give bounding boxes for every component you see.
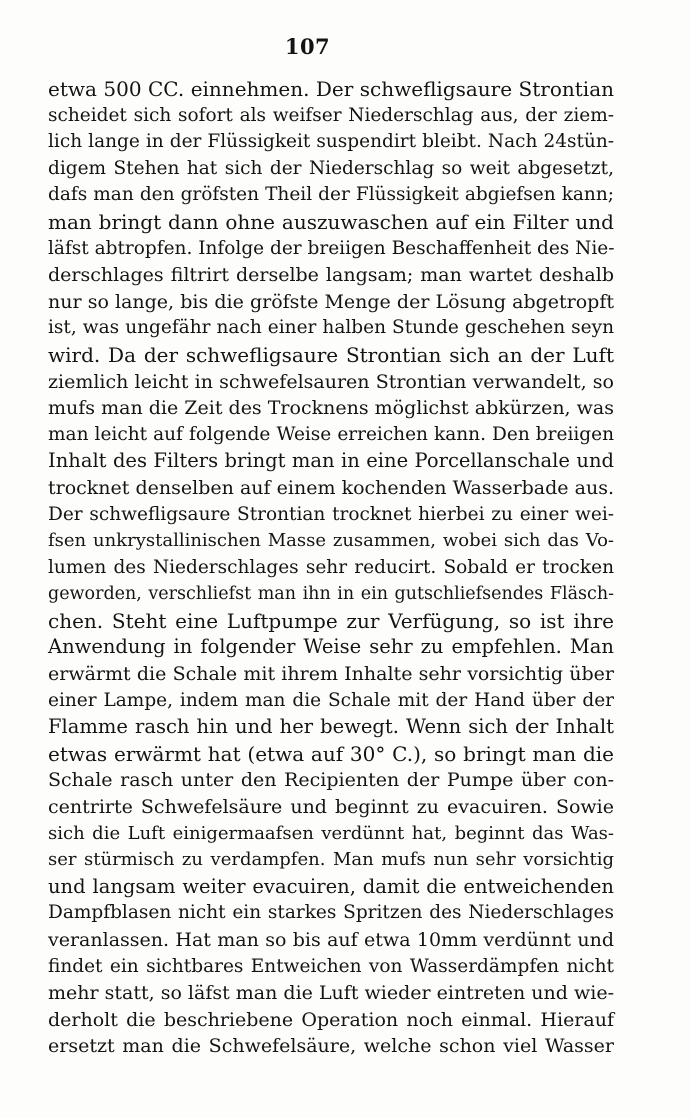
- text-line: centrirte Schwefelsäure und beginnt zu evacuiren. Sowie: [48, 796, 614, 819]
- text-line: Schale rasch unter den Recipienten der Pumpe über con-: [48, 769, 614, 792]
- text-line: Anwendung in folgender Weise sehr zu empfehlen. Man: [48, 635, 614, 659]
- text-line: mufs man die Zeit des Trocknens möglichst abkürzen, was: [48, 397, 614, 420]
- text-line: man leicht auf folgende Weise erreichen kann. Den breiigen: [48, 423, 614, 445]
- text-line: derholt die beschriebene Operation noch einmal. Hierauf: [48, 1008, 614, 1031]
- body-text: [48, 76, 614, 1060]
- text-line: wird. Da der schwefligsaure Strontian sich an der Luft: [48, 342, 614, 367]
- text-line: Dampfblasen nicht ein starkes Spritzen des Niederschlages: [48, 902, 614, 924]
- text-line: Flamme rasch hin und her bewegt. Wenn sich der Inhalt: [48, 715, 614, 739]
- text-line: etwa 500 CC. einnehmen. Der schwefligsaure Strontian: [48, 77, 614, 101]
- text-line: einer Lampe, indem man die Schale mit der Hand über der: [48, 689, 614, 711]
- text-line: und langsam weiter evacuiren, damit die entweichenden: [48, 874, 614, 898]
- text-line: ersetzt man die Schwefelsäure, welche schon viel Wasser: [48, 1035, 614, 1058]
- text-line: fsen unkrystallinischen Masse zusammen, wobei sich das Vo-: [48, 530, 614, 552]
- text-line: geworden, verschliefst man ihn in ein gutschliefsendes Fläsch-: [48, 584, 614, 605]
- text-line: Der schwefligsaure Strontian trocknet hierbei zu einer wei-: [48, 503, 614, 525]
- text-line: chen. Steht eine Luftpumpe zur Verfügung, so ist ihre: [48, 608, 614, 633]
- page-number: 107: [284, 34, 331, 59]
- text-line: veranlassen. Hat man so bis auf etwa 10mm verdünnt und: [48, 929, 614, 951]
- text-line: etwas erwärmt hat (etwa auf 30° C.), so bringt man die: [48, 741, 614, 766]
- text-line: nur so lange, bis die gröfste Menge der Lösung abgetropft: [48, 290, 614, 313]
- text-line: ist, was ungefähr nach einer halben Stunde geschehen seyn: [48, 317, 614, 339]
- text-line: erwärmt die Schale mit ihrem Inhalte sehr vorsichtig über: [48, 663, 614, 686]
- text-line: digem Stehen hat sich der Niederschlag so weit abgesetzt,: [48, 157, 614, 179]
- text-line: trocknet denselben auf einem kochenden Wasserbade aus.: [48, 476, 614, 499]
- text-line: lich lange in der Flüssigkeit suspendirt bleibt. Nach 24stün-: [48, 131, 614, 153]
- text-line: man bringt dann ohne auszuwaschen auf ein Filter und: [48, 209, 614, 234]
- text-line: lumen des Niederschlages sehr reducirt. Sobald er trocken: [48, 556, 614, 578]
- text-line: Inhalt des Filters bringt man in eine Porcellanschale und: [48, 449, 614, 473]
- text-line: ser stürmisch zu verdampfen. Man mufs nun sehr vorsichtig: [48, 849, 614, 871]
- text-line: läfst abtropfen. Infolge der breiigen Beschaffenheit des Nie-: [48, 237, 615, 259]
- text-line: scheidet sich sofort als weifser Niederschlag aus, der ziem-: [48, 104, 614, 126]
- text-line: derschlages filtrirt derselbe langsam; man wartet deshalb: [48, 264, 614, 287]
- text-line: ziemlich leicht in schwefelsauren Strontian verwandelt, so: [48, 370, 614, 393]
- text-line: dafs man den gröfsten Theil der Flüssigkeit abgiefsen kann;: [48, 184, 614, 206]
- text-line: mehr statt, so läfst man die Luft wieder eintreten und wie-: [48, 982, 614, 1005]
- text-line: sich die Luft einigermaafsen verdünnt hat, beginnt das Was-: [48, 822, 614, 844]
- text-line: findet ein sichtbares Entweichen von Wasserdämpfen nicht: [48, 955, 614, 977]
